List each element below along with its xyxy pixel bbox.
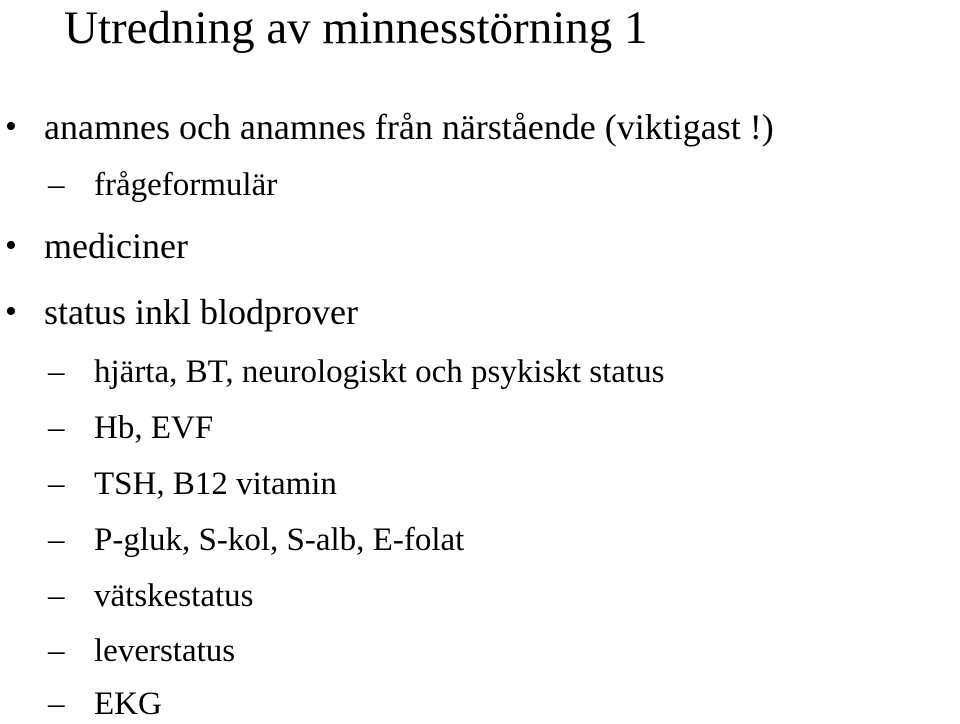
list-item-text: mediciner bbox=[44, 226, 188, 266]
sub-item-text: hjärta, BT, neurologiskt och psykiskt status bbox=[94, 354, 665, 390]
dash-icon: – bbox=[48, 686, 65, 722]
dash-icon: – bbox=[48, 633, 65, 669]
list-item-text: anamnes och anamnes från närstående (viktigast !) bbox=[44, 107, 774, 147]
sub-item-text: P-gluk, S-kol, S-alb, E-folat bbox=[94, 522, 465, 558]
bullet-icon: • bbox=[5, 293, 17, 330]
sub-item-text: TSH, B12 vitamin bbox=[94, 466, 337, 502]
sub-item-text: vätskestatus bbox=[94, 578, 254, 614]
bullet-icon: • bbox=[5, 227, 17, 264]
dash-icon: – bbox=[48, 410, 65, 446]
sub-item-text: EKG bbox=[94, 686, 162, 722]
sub-item-text: frågeformulär bbox=[94, 167, 278, 203]
dash-icon: – bbox=[48, 354, 65, 390]
sub-item-text: Hb, EVF bbox=[94, 410, 214, 446]
sub-item-text: leverstatus bbox=[94, 633, 236, 669]
dash-icon: – bbox=[48, 522, 65, 558]
list-item-text: status inkl blodprover bbox=[44, 292, 358, 332]
dash-icon: – bbox=[48, 466, 65, 502]
dash-icon: – bbox=[48, 578, 65, 614]
dash-icon: – bbox=[48, 167, 65, 203]
bullet-icon: • bbox=[5, 108, 17, 145]
slide-title: Utredning av minnesstörning 1 bbox=[64, 2, 648, 54]
